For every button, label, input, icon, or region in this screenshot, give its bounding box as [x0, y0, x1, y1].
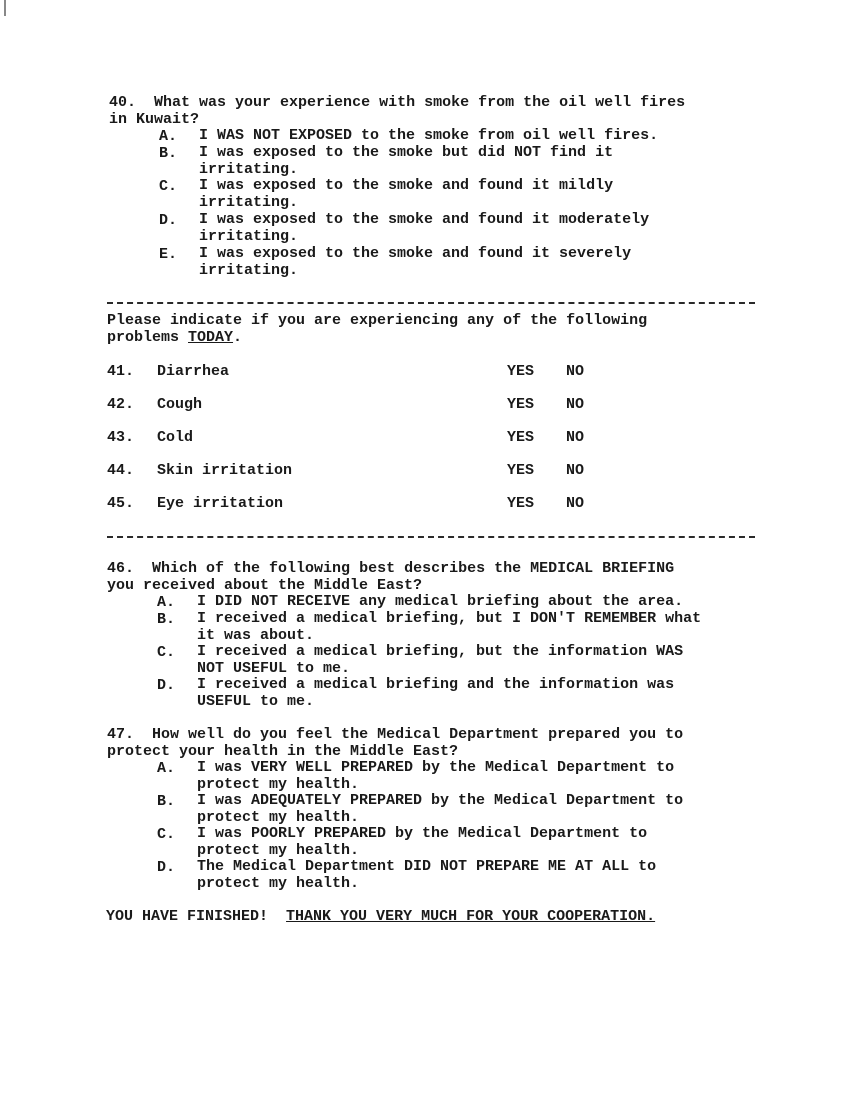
option-text: I was VERY WELL PREPARED by the Medical Department to protect my health.: [197, 759, 675, 793]
question-46-number: 46.: [107, 560, 135, 577]
option-letter: D.: [159, 212, 178, 229]
option-text: I was exposed to the smoke and found it moderately irritating.: [199, 211, 650, 245]
problem-label: Skin irritation: [157, 462, 293, 479]
option-text: The Medical Department DID NOT PREPARE ME AT ALL to protect my health.: [197, 858, 657, 892]
problem-row-44: [107, 462, 627, 480]
option-letter: A.: [157, 760, 176, 777]
option-text: I was ADEQUATELY PREPARED by the Medical Department to protect my health.: [197, 792, 684, 826]
question-47-line1: How well do you feel the Medical Department prepared you to: [152, 726, 684, 743]
option-letter: C.: [159, 178, 178, 195]
no-option[interactable]: NO: [566, 396, 585, 413]
problem-label: Cold: [157, 429, 194, 446]
option-text: I DID NOT RECEIVE any medical briefing about the area.: [197, 593, 684, 610]
no-option[interactable]: NO: [566, 495, 585, 512]
problem-label: Cough: [157, 396, 203, 413]
yes-option[interactable]: YES: [507, 363, 535, 380]
finished-text: YOU HAVE FINISHED!: [106, 908, 269, 925]
question-47-text: [107, 727, 683, 744]
problem-number: 42.: [107, 396, 135, 413]
question-40-number: 40.: [109, 94, 137, 111]
question-40-line2: in Kuwait?: [109, 111, 200, 128]
problem-number: 44.: [107, 462, 135, 479]
option-letter: C.: [157, 644, 176, 661]
question-46-line1: Which of the following best describes the MEDICAL BRIEFING: [152, 560, 675, 577]
yes-option[interactable]: YES: [507, 429, 535, 446]
option-letter: E.: [159, 246, 178, 263]
option-letter: B.: [157, 793, 176, 810]
divider-line: [107, 536, 755, 538]
problems-intro-suffix: .: [233, 329, 243, 346]
question-47-line2: protect your health in the Middle East?: [107, 743, 459, 760]
problem-row-41: [107, 363, 627, 381]
question-47-number: 47.: [107, 726, 135, 743]
no-option[interactable]: NO: [566, 363, 585, 380]
option-letter: D.: [157, 859, 176, 876]
problem-row-42: [107, 396, 627, 414]
no-option[interactable]: NO: [566, 462, 585, 479]
thank-you-text: THANK YOU VERY MUCH FOR YOUR COOPERATION.: [286, 908, 656, 925]
option-text: I WAS NOT EXPOSED to the smoke from oil well fires.: [199, 127, 659, 144]
problem-number: 43.: [107, 429, 135, 446]
problem-label: Eye irritation: [157, 495, 284, 512]
option-letter: D.: [157, 677, 176, 694]
problems-intro-prefix: problems: [107, 329, 189, 346]
divider-line: [107, 302, 755, 304]
option-text: I was exposed to the smoke and found it severely irritating.: [199, 245, 632, 279]
yes-option[interactable]: YES: [507, 495, 535, 512]
option-text: I received a medical briefing and the information was USEFUL to me.: [197, 676, 675, 710]
question-40-line1: What was your experience with smoke from the oil well fires: [154, 94, 686, 111]
option-letter: B.: [159, 145, 178, 162]
yes-option[interactable]: YES: [507, 462, 535, 479]
problems-intro-line1: Please indicate if you are experiencing any of the following: [107, 312, 648, 329]
question-46-text: [107, 561, 674, 578]
question-40-text: [109, 95, 685, 112]
option-text: I was POORLY PREPARED by the Medical Department to protect my health.: [197, 825, 648, 859]
problem-row-45: [107, 495, 627, 513]
option-letter: C.: [157, 826, 176, 843]
option-text: I received a medical briefing, but I DON'T REMEMBER what it was about.: [197, 610, 702, 644]
option-letter: B.: [157, 611, 176, 628]
problem-number: 45.: [107, 495, 135, 512]
scan-mark: [4, 0, 6, 16]
option-letter: A.: [157, 594, 176, 611]
footer-line: [106, 909, 655, 926]
option-letter: A.: [159, 128, 178, 145]
question-46-line2: you received about the Middle East?: [107, 577, 423, 594]
problem-label: Diarrhea: [157, 363, 230, 380]
option-text: I was exposed to the smoke and found it mildly irritating.: [199, 177, 614, 211]
today-underlined: TODAY: [188, 329, 234, 346]
problem-number: 41.: [107, 363, 135, 380]
problem-row-43: [107, 429, 627, 447]
no-option[interactable]: NO: [566, 429, 585, 446]
option-text: I received a medical briefing, but the information WAS NOT USEFUL to me.: [197, 643, 684, 677]
option-text: I was exposed to the smoke but did NOT find it irritating.: [199, 144, 614, 178]
problems-intro-line2: [107, 330, 242, 347]
yes-option[interactable]: YES: [507, 396, 535, 413]
